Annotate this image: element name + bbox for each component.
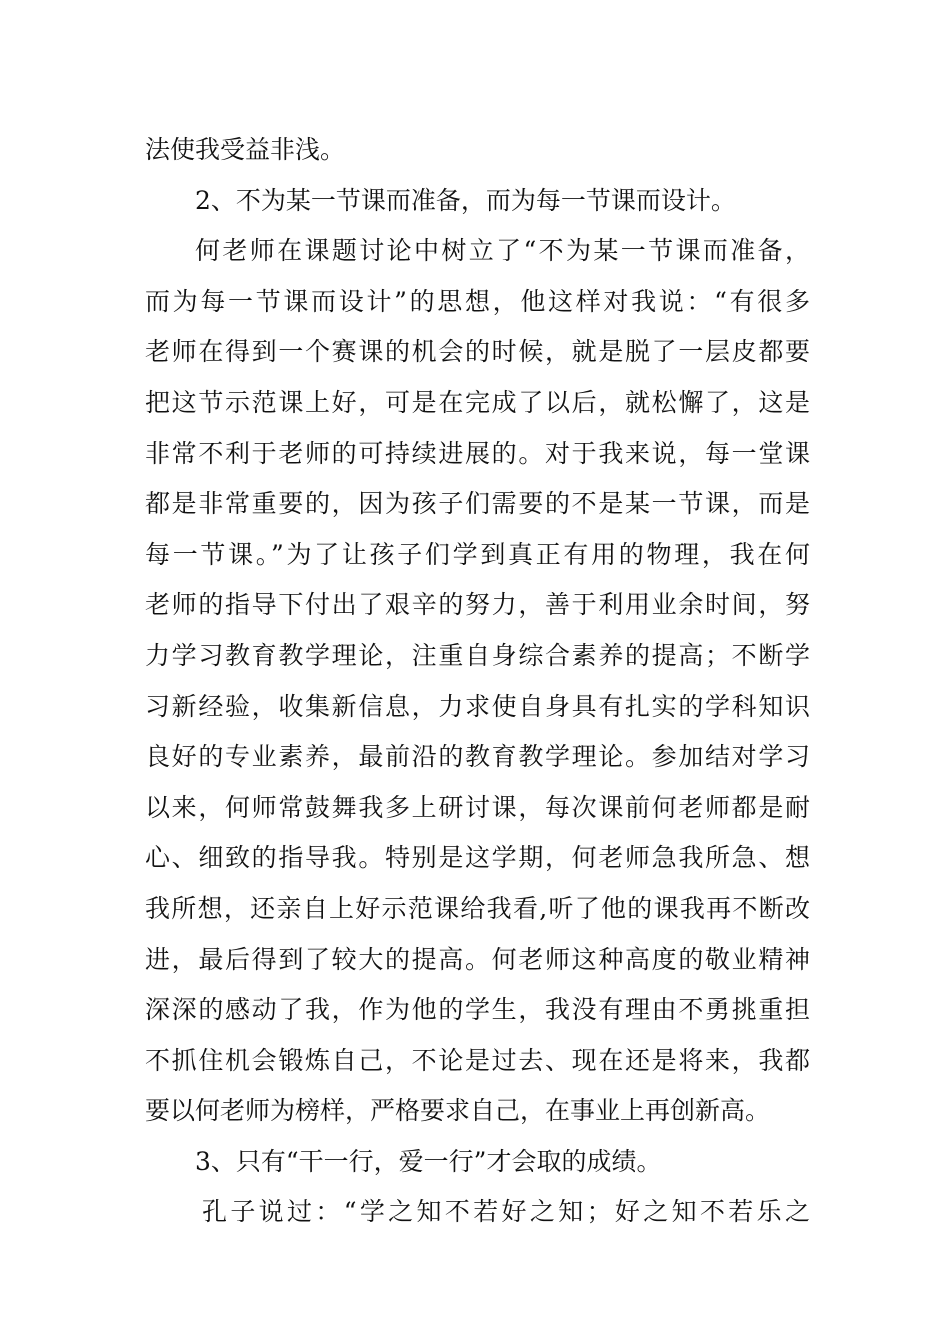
- text-line: 而为每一节课而设计”的思想，他这样对我说：“有很多: [145, 286, 810, 316]
- text-line: 要以何老师为榜样，严格要求自己，在事业上再创新高。: [145, 1096, 771, 1126]
- document-body: [145, 125, 810, 1238]
- text-line: 良好的专业素养，最前沿的教育教学理论。参加结对学习: [145, 742, 810, 772]
- text-line: 老师在得到一个赛课的机会的时候，就是脱了一层皮都要: [145, 337, 810, 367]
- text-line: 深深的感动了我，作为他的学生，我没有理由不勇挑重担: [145, 995, 810, 1025]
- text-line: 孔子说过：“学之知不若好之知；好之知不若乐之: [202, 1197, 810, 1227]
- text-line: 每一节课。”为了让孩子们学到真正有用的物理，我在何: [145, 539, 810, 569]
- text-line: 心、细致的指导我。特别是这学期，何老师急我所急、想: [145, 843, 810, 873]
- text-line: 何老师在课题讨论中树立了“不为某一节课而准备，: [195, 236, 810, 266]
- section-heading: 3、只有“干一行，爱一行”才会取的成绩。: [195, 1146, 662, 1176]
- text-line: 不抓住机会锻炼自己，不论是过去、现在还是将来，我都: [145, 1045, 810, 1075]
- text-line: 非常不利于老师的可持续进展的。对于我来说，每一堂课: [145, 438, 810, 468]
- text-line: 进，最后得到了较大的提高。何老师这种高度的敬业精神: [145, 944, 810, 974]
- text-line: 都是非常重要的，因为孩子们需要的不是某一节课，而是: [145, 489, 810, 519]
- section-heading: 2、不为某一节课而准备，而为每一节课而设计。: [195, 185, 736, 215]
- text-line: 习新经验，收集新信息，力求使自身具有扎实的学科知识: [145, 691, 810, 721]
- text-line: 力学习教育教学理论，注重自身综合素养的提高；不断学: [145, 640, 810, 670]
- text-line: 我所想，还亲自上好示范课给我看,听了他的课我再不断改: [145, 893, 810, 923]
- text-line: 把这节示范课上好，可是在完成了以后，就松懈了，这是: [145, 387, 810, 417]
- text-line: 以来，何师常鼓舞我多上研讨课，每次课前何老师都是耐: [145, 792, 810, 822]
- text-line: 老师的指导下付出了艰辛的努力，善于利用业余时间，努: [145, 590, 810, 620]
- text-line: 法使我受益非浅。: [145, 135, 346, 164]
